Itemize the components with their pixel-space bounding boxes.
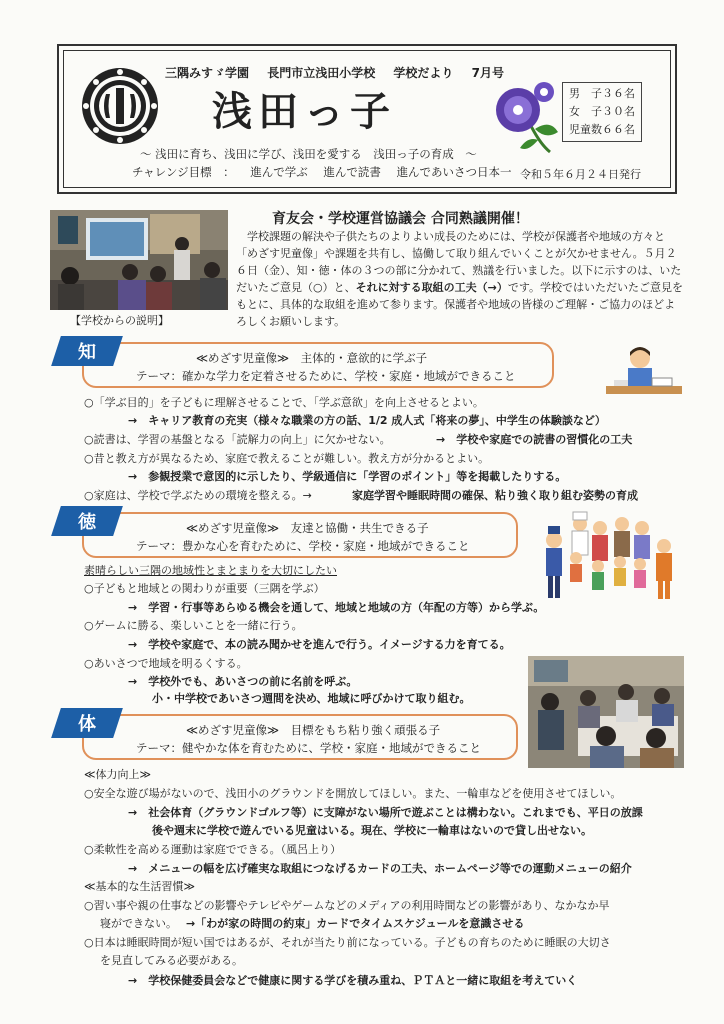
- newsletter-title: 浅田っ子: [212, 88, 396, 135]
- chi-opinion: ○昔と教え方が異なるため、家庭で教えることが難しい。教え方が分かるとよい。: [84, 452, 490, 465]
- total-count: 児童数６６名: [569, 123, 635, 136]
- meeting-title: 育友会・学校運営協議会 合同熟議開催！: [272, 211, 529, 227]
- meeting-body-text: です。学校ではいただいたご意見をもとに、具体的な取組を進めて参ります。保護者や地域の皆様のご理解・ご協力のほどよろしくお願いします。: [236, 281, 683, 328]
- chi-action: → 参観授業で意図的に示したり、学級通信に「学習のポイント」等を掲載したりする。: [128, 470, 567, 483]
- meeting-photo: [50, 210, 228, 310]
- tai-opinion: を見直してみる必要がある。: [100, 954, 243, 967]
- morning-glory-icon: [480, 74, 560, 154]
- community-people-illustration: [540, 510, 680, 602]
- section-chi-tag: 知: [51, 336, 123, 366]
- tai-heading: ≪基本的な生活習慣≫: [84, 880, 196, 893]
- tai-action: → 社会体育（グラウンドゴルフ等）に支障がない場所で遊ぶことは構わない。これまでも、平日の放課: [128, 806, 643, 819]
- tai-opinion: ○柔軟性を高める運動は家庭でできる。（風呂上り）: [84, 843, 342, 856]
- toku-action: → 学校や家庭で、本の読み聞かせを進んで行う。イメージする力を育てる。: [128, 638, 511, 651]
- tai-opinion: ○安全な遊び場がないので、浅田小のグラウンドを開放してほしい。また、一輪車などを使用させてほしい。: [84, 787, 622, 800]
- chi-action: → キャリア教育の充実（様々な職業の方の話、1/2 成人式「将来の夢」、中学生の体験談など）: [128, 414, 606, 427]
- meeting-body-emphasis: それに対する取組の工夫（→）: [355, 281, 508, 294]
- challenge-item: 進んで読書: [323, 165, 381, 179]
- section-chi-theme: テーマ：確かな学力を定着させるために、学校・家庭・地域ができること: [136, 369, 516, 383]
- issue-label: 7月号: [471, 66, 504, 80]
- tai-opinion: ○習い事や親の仕事などの影響やテレビやゲームなどのメディアの利用時間などの影響があり、なかなか早: [84, 899, 610, 912]
- photo-caption: 【学校からの説明】: [70, 314, 169, 327]
- section-toku-tag: 徳: [51, 506, 123, 536]
- school-emblem-icon: [80, 66, 160, 146]
- toku-action: → 学校外でも、あいさつの前に名前を呼ぶ。: [128, 675, 358, 688]
- chi-opinion: ○「学ぶ目的」を子どもに理解させることで、「学ぶ意欲」を向上させるとよい。: [84, 396, 484, 409]
- chi-action: 家庭学習や睡眠時間の確保、粘り強く取り組む姿勢の育成: [352, 489, 638, 502]
- student-count-box: [562, 82, 642, 142]
- toku-action: 小・中学校であいさつ週間を決め、地域に呼びかけて取り組む。: [152, 692, 471, 705]
- tai-opinion: 寝ができない。: [100, 917, 177, 930]
- school-slogan: ～ 浅田に育ち、浅田に学び、浅田を愛する 浅田っ子の育成 ～: [140, 147, 477, 161]
- tai-action: → 学校保健委員会などで健康に関する学びを積み重ね、ＰＴＡと一緒に取組を考えていく: [128, 974, 578, 987]
- girls-count: 女 子３０名: [569, 105, 635, 118]
- chi-opinion: ○家庭は、学校で学ぶための環境を整える。→: [84, 489, 323, 502]
- tai-action: → メニューの幅を広げ確実な取組につなげるカードの工夫、ホームページ等での運動メニューの紹介: [128, 862, 632, 875]
- challenge-goals: [132, 164, 524, 180]
- tai-heading: ≪体力向上≫: [84, 768, 152, 781]
- chi-action: → 学校や家庭での読書の習慣化の工夫: [436, 433, 633, 446]
- toku-opinion: ○あいさつで地域を明るくする。: [84, 657, 248, 670]
- school-name: 長門市立浅田小学校: [267, 66, 376, 80]
- challenge-label: チャレンジ目標 ：: [132, 165, 235, 179]
- meeting-body-text: 学校課題の解決や子供たちのよりよい成長のためには、学校が保護者や地域の方々と「めざす児童像」や課題を共有し、協働して取り組んでいくことが欠かせません。５月２６日（金）、知・徳・体の３つの部に分かれて、熟議を行いました。以下に示すのは、いただいたご意見（○）と、: [236, 230, 682, 294]
- school-group: 三隅みすゞ学園: [165, 66, 250, 80]
- tai-opinion: ○日本は睡眠時間が短い国ではあるが、それが当たり前になっている。子どもの育ちのために睡眠の大切さ: [84, 936, 611, 949]
- toku-action: → 学習・行事等あらゆる機会を通して、地域と地域の方（年配の方等）から学ぶ。: [128, 601, 545, 614]
- issue-date: 令和５年６月２４日発行: [520, 168, 641, 181]
- header-top-line: [165, 64, 518, 81]
- toku-opinion: ○子どもと地域との関わりが重要（三隅を学ぶ）: [84, 582, 325, 595]
- section-toku-goal: ≪めざす児童像≫ 友達と協働・共生できる子: [186, 521, 429, 535]
- boys-count: 男 子３６名: [569, 87, 635, 100]
- studying-child-illustration: [606, 344, 682, 402]
- section-toku-theme: テーマ：豊かな心を育むために、学校・家庭・地域ができること: [136, 539, 470, 553]
- discussion-photo: [528, 656, 684, 768]
- tai-action: 後や週末に学校で遊んでいる児童はいる。現在、学校に一輪車はないので貸し出せない。: [152, 824, 592, 837]
- section-chi-goal: ≪めざす児童像≫ 主体的・意欲的に学ぶ子: [196, 351, 428, 365]
- toku-opinion: ○ゲームに勝る、楽しいことを一緒に行う。: [84, 619, 303, 632]
- tai-action: →「わが家の時間の約束」カードでタイムスケジュールを意識させる: [186, 917, 525, 930]
- meeting-body: [236, 228, 684, 330]
- challenge-item: 進んで学ぶ: [250, 165, 308, 179]
- toku-heading: 素晴らしい三隅の地域性とまとまりを大切にしたい: [84, 564, 337, 577]
- section-tai-goal: ≪めざす児童像≫ 目標をもち粘り強く頑張る子: [186, 723, 441, 737]
- section-tai-tag: 体: [51, 708, 123, 738]
- challenge-item: 進んであいさつ日本一: [396, 165, 512, 179]
- section-tai-theme: テーマ：健やかな体を育むために、学校・家庭・地域ができること: [136, 741, 481, 755]
- newsletter-label: 学校だより: [393, 66, 454, 80]
- chi-opinion: ○読書は、学習の基盤となる「読解力の向上」に欠かせない。: [84, 433, 391, 446]
